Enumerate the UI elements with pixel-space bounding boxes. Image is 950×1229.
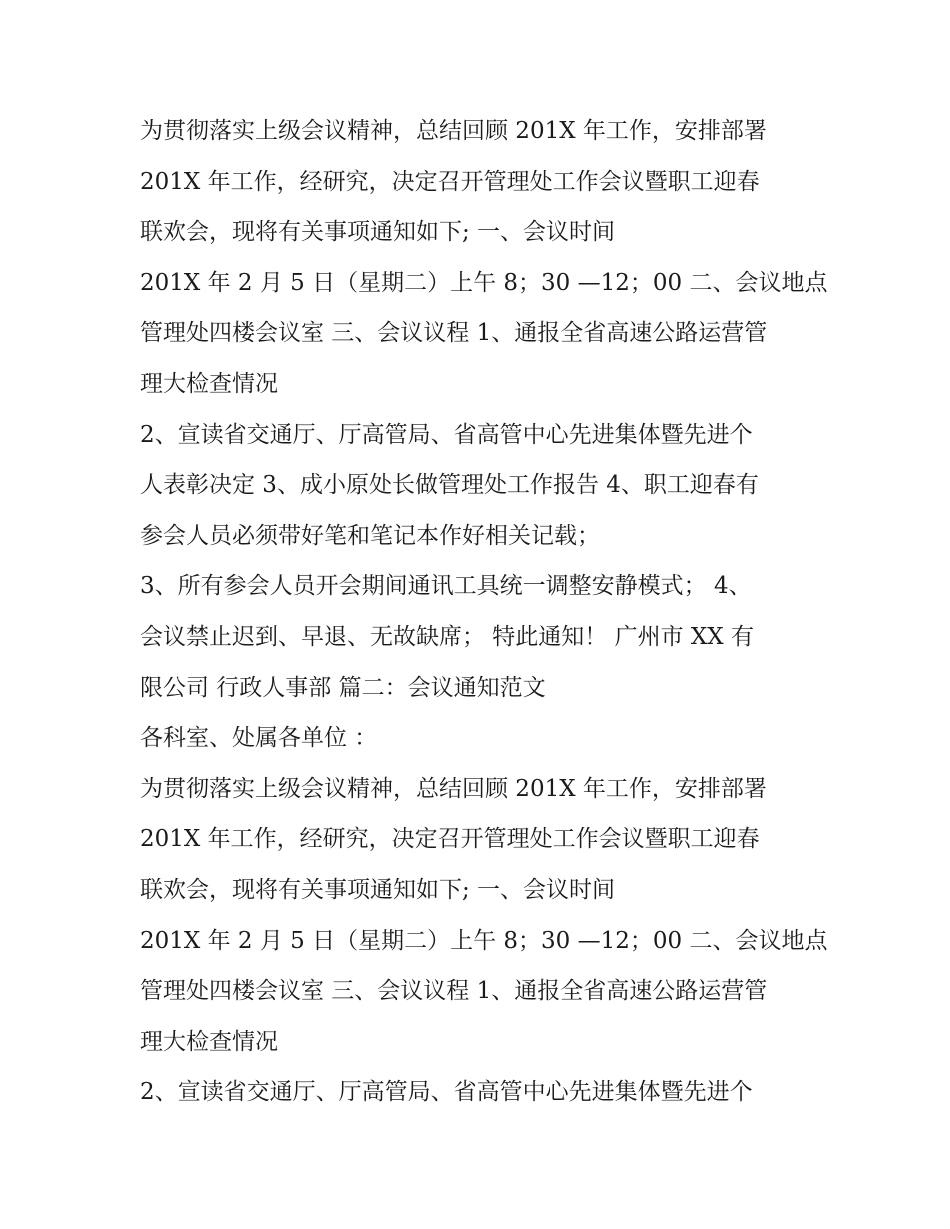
- text-line: 限公司 行政人事部 篇二：会议通知范文: [140, 674, 546, 701]
- text-line: 理大检查情况: [140, 370, 278, 397]
- text-line: 参会人员必须带好笔和笔记本作好相关记载；: [140, 522, 600, 549]
- text-line: 为贯彻落实上级会议精神，总结回顾 201X 年工作，安排部署: [140, 775, 767, 802]
- document-body: [140, 106, 828, 1118]
- text-line: 2、宣读省交通厅、厅高管局、省高管中心先进集体暨先进个: [140, 1079, 753, 1106]
- text-line: 人表彰决定 3、成小原处长做管理处工作报告 4、职工迎春有: [140, 472, 759, 499]
- text-line: 各科室、处属各单位 ：: [140, 725, 378, 752]
- text-line: 201X 年工作，经研究，决定召开管理处工作会议暨职工迎春: [140, 826, 760, 853]
- text-line: 管理处四楼会议室 三、会议议程 1、通报全省高速公路运营管: [140, 320, 768, 347]
- text-line: 201X 年工作，经研究，决定召开管理处工作会议暨职工迎春: [140, 168, 760, 195]
- text-line: 3、所有参会人员开会期间通讯工具统一调整安静模式； 4、: [140, 573, 752, 600]
- text-line: 201X 年 2 月 5 日（星期二）上午 8；30 —12；00 二、会议地点: [140, 269, 828, 296]
- text-line: 201X 年 2 月 5 日（星期二）上午 8；30 —12；00 二、会议地点: [140, 927, 828, 954]
- text-line: 管理处四楼会议室 三、会议议程 1、通报全省高速公路运营管: [140, 978, 768, 1005]
- text-line: 联欢会，现将有关事项通知如下; 一、会议时间: [140, 219, 616, 246]
- text-line: 2、宣读省交通厅、厅高管局、省高管中心先进集体暨先进个: [140, 421, 753, 448]
- text-line: 联欢会，现将有关事项通知如下; 一、会议时间: [140, 876, 616, 903]
- text-line: 会议禁止迟到、早退、无故缺席； 特此通知！ 广州市 XX 有: [140, 623, 754, 650]
- text-line: 为贯彻落实上级会议精神，总结回顾 201X 年工作，安排部署: [140, 118, 767, 144]
- text-line: 理大检查情况: [140, 1028, 278, 1055]
